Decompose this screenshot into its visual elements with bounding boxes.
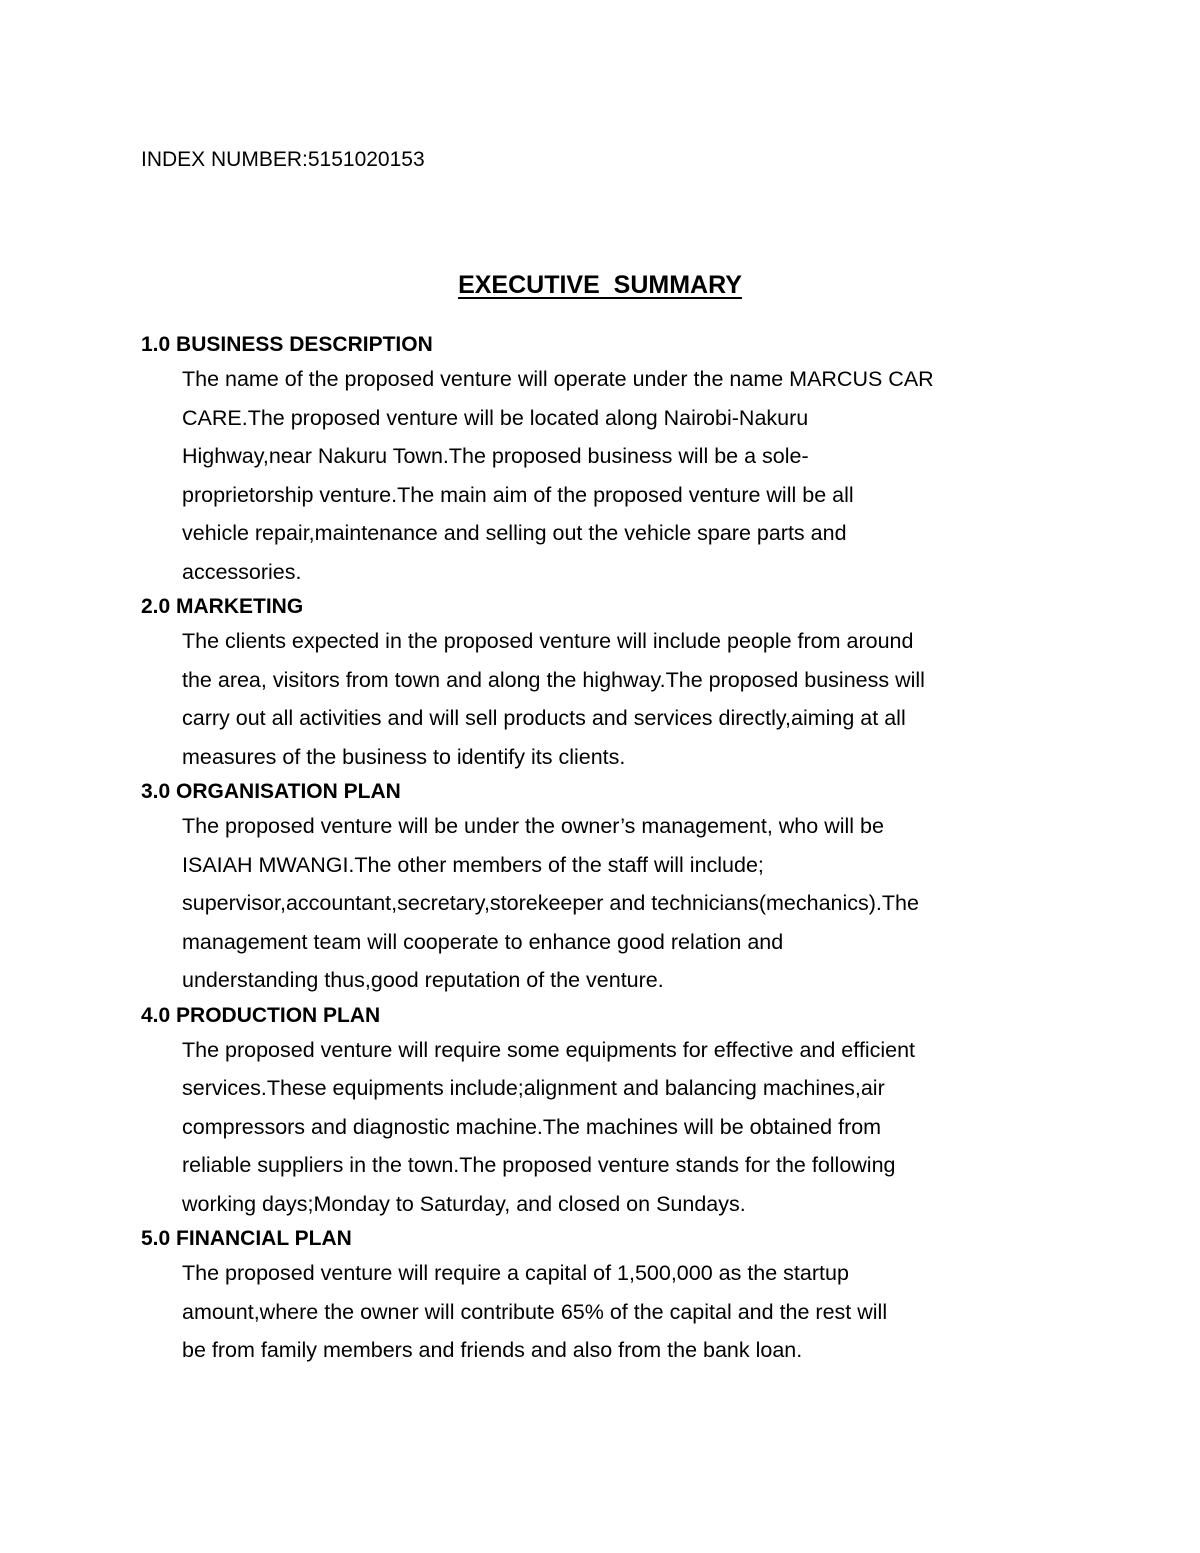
paragraph-line: vehicle repair,maintenance and selling out the vehicle spare parts and [182, 521, 847, 545]
paragraph-line: Highway,near Nakuru Town.The proposed business will be a sole- [182, 444, 809, 468]
paragraph-line: CARE.The proposed venture will be located along Nairobi-Nakuru [182, 405, 809, 430]
document-body [141, 329, 1091, 1370]
section-heading: 5.0 FINANCIAL PLAN [141, 1227, 352, 1250]
paragraph-line: carry out all activities and will sell products and services directly,aiming at all [182, 706, 906, 730]
paragraph-line: The proposed venture will require a capital of 1,500,000 as the startup [182, 1261, 849, 1285]
paragraph-line: The proposed venture will require some equipments for effective and efficient [182, 1037, 916, 1062]
paragraph-line: management team will cooperate to enhance good relation and [182, 929, 784, 954]
section [141, 776, 1091, 1000]
section [141, 591, 1091, 776]
section-paragraph [141, 1254, 1091, 1370]
document-title: EXECUTIVE SUMMARY [458, 271, 742, 299]
paragraph-line: compressors and diagnostic machine.The machines will be obtained from [182, 1114, 882, 1139]
paragraph-line: reliable suppliers in the town.The proposed venture stands for the following [182, 1153, 896, 1177]
paragraph-line: accessories. [182, 559, 302, 584]
paragraph-line: proprietorship venture.The main aim of the proposed venture will be all [182, 482, 854, 507]
paragraph-line: amount,where the owner will contribute 65% of the capital and the rest will [182, 1299, 888, 1324]
index-number: INDEX NUMBER:5151020153 [141, 148, 425, 171]
section-heading: 2.0 MARKETING [141, 595, 304, 618]
paragraph-line: services.These equipments include;alignment and balancing machines,air [182, 1076, 885, 1100]
section-heading: 3.0 ORGANISATION PLAN [141, 780, 401, 803]
paragraph-line: The clients expected in the proposed venture will include people from around [182, 629, 914, 653]
paragraph-line: ISAIAH MWANGI.The other members of the staff will include; [182, 852, 764, 877]
section-paragraph [141, 622, 1091, 776]
paragraph-line: measures of the business to identify its clients. [182, 744, 626, 769]
section-heading: 4.0 PRODUCTION PLAN [141, 1003, 381, 1027]
section [141, 329, 1091, 591]
section-paragraph [141, 360, 1091, 591]
paragraph-line: understanding thus,good reputation of the venture. [182, 968, 664, 992]
section-heading: 1.0 BUSINESS DESCRIPTION [141, 333, 433, 356]
paragraph-line: the area, visitors from town and along the highway.The proposed business will [182, 667, 925, 692]
section [141, 1223, 1091, 1370]
section [141, 1000, 1091, 1224]
paragraph-line: supervisor,accountant,secretary,storekeeper and technicians(mechanics).The [182, 891, 919, 915]
paragraph-line: working days;Monday to Saturday, and closed on Sundays. [182, 1191, 746, 1216]
paragraph-line: be from family members and friends and also from the bank loan. [182, 1338, 803, 1362]
section-paragraph [141, 1031, 1091, 1224]
paragraph-line: The name of the proposed venture will operate under the name MARCUS CAR [182, 367, 934, 391]
paragraph-line: The proposed venture will be under the owner’s management, who will be [182, 814, 884, 838]
section-paragraph [141, 807, 1091, 1000]
